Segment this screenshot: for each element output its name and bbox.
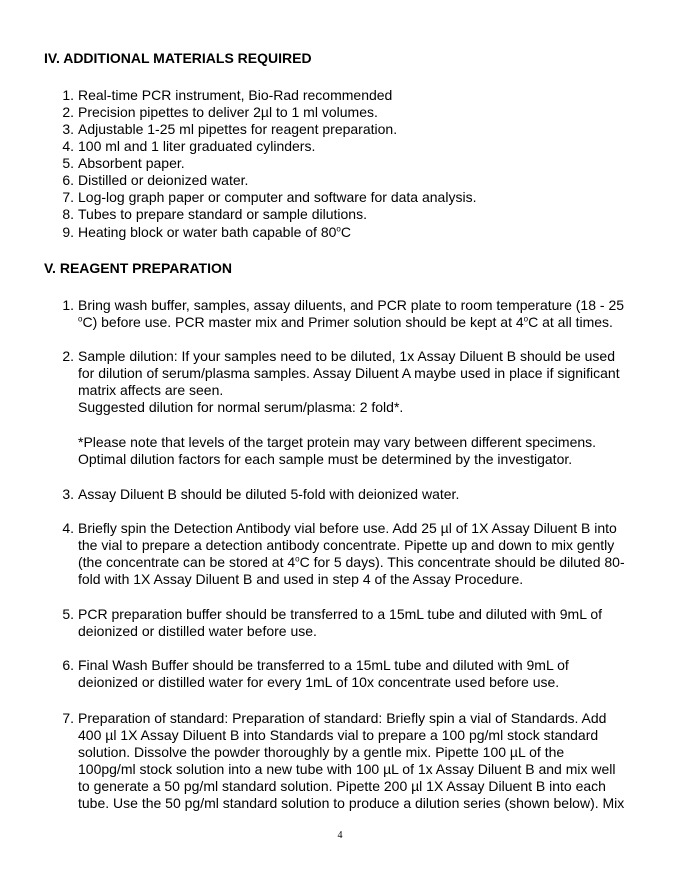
section-heading-additional-materials: IV. ADDITIONAL MATERIALS REQUIRED [44, 50, 312, 66]
list-item: 1. Bring wash buffer, samples, assay diluents, and PCR plate to room temperature (18 - 25 $^o$C) before use. PCR master mix and Primer solution should be kept at 4$^o$C at all times. [62, 297, 625, 330]
section-heading-reagent-preparation: V. REAGENT PREPARATION [44, 260, 232, 276]
document-page: IV. ADDITIONAL MATERIALS REQUIRED 1. Real-time PCR instrument, Bio-Rad recommended 2. Precision pipettes to deliver 2µl to 1 ml volumes. 3. Adjustable 1-25 ml pipettes for reagent preparation. 4. 100 ml and 1 liter graduated cylinders. 5. Absorbent paper. 6. Distilled or deionized water. 7. Log-log graph paper or computer and software for data analysis. 8. Tubes to prepare standard or sample dilutions. 9. Heating block or water bath capable of 80$^o$C V. REAGENT PREPARATION 1. Bring wash buffer, samples, assay diluents, and PCR plate to room temperature (18 - 25 $^o$C) before use. PCR master mix and Primer solution should be kept at 4$^o$C at all times. 2. Sample dilution: If your samples need to be diluted, 1x Assay Diluent B should be used for dilution of serum/plasma samples. Assay Diluent A maybe used in place if significant matrix affects are seen. Suggested dilution for normal serum/plasma: 2 fold*. *Please note that levels of the target protein may vary between different specimens. Optimal dilution factors for each sample must be determined by the investigator. 3. Assay Diluent B should be diluted 5-fold with deionized water. 4. Briefly spin the Detection Antibody vial before use. Add 25 µl of 1X Assay Diluent B into the vial to prepare a detection antibody concentrate. Pipette up and down to mix gently (the concentrate can be stored at 4$^o$C for 5 days). This concentrate should be diluted 80- fold with 1X Assay Diluent B and used in step 4 of the Assay Procedure. 5. PCR preparation buffer should be transferred to a 15mL tube and diluted with 9mL of deionized or distilled water before use. 6. Final Wash Buffer should be transferred to a 15mL tube and diluted with 9mL of deionized or distilled water for every 1mL of 10x concentrate used before use. 7. Preparation of standard: Preparation of standard: Briefly spin a vial of Standards. Add 400 µl 1X Assay Diluent B into Standards vial to prepare a 100 pg/ml stock standard solution. Dissolve the powder thoroughly by a gentle mix. Pipette 100 µL of the 100pg/ml stock solution into a new tube with 100 µL of 1x Assay Diluent B and mix well to generate a 50 pg/ml standard solution. Pipette 200 µl 1X Assay Diluent B into each tube. Use the 50 pg/ml standard solution to produce a dilution series (shown below). Mix 4 [0, 0, 680, 880]
dilution-note: *Please note that levels of the target protein may vary between different specimens. Optimal dilution factors for each sample must be determined by the investigator. [78, 434, 597, 467]
page-number: 4 [337, 830, 343, 841]
